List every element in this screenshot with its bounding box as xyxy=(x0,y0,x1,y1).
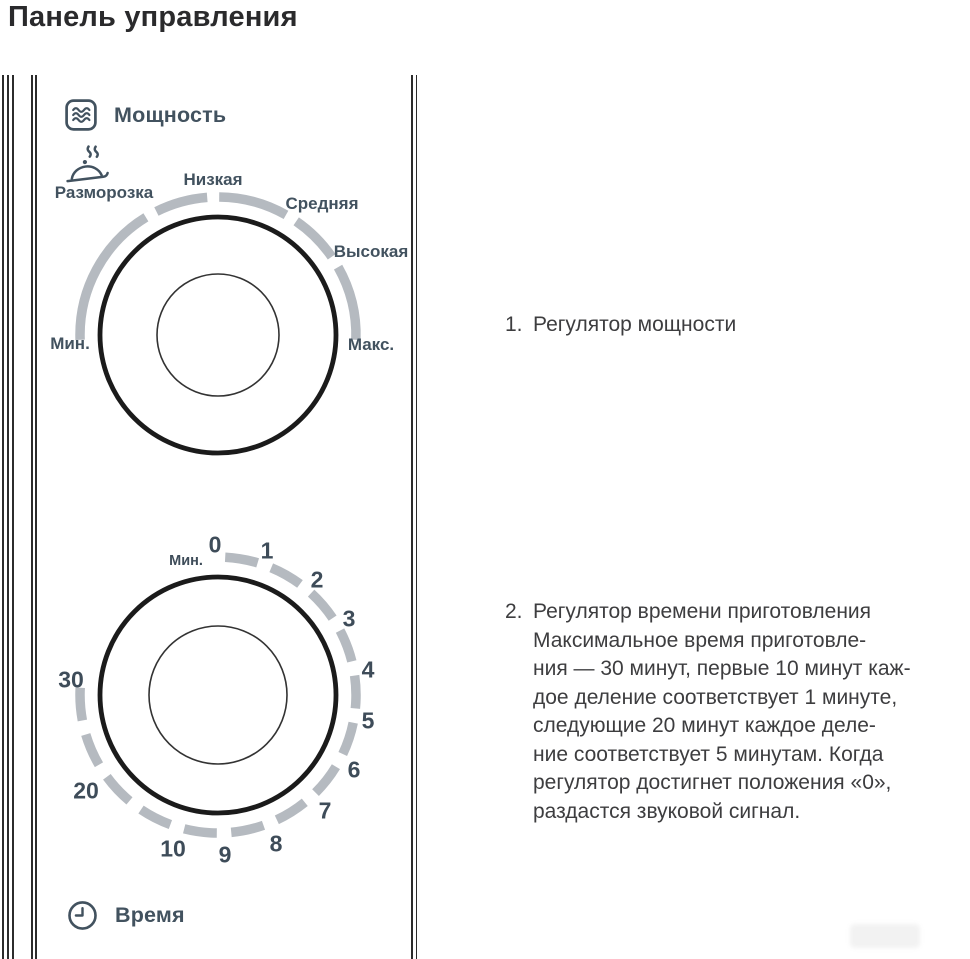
power-dial-arc-segment xyxy=(338,267,356,340)
timer-tick-30: 30 xyxy=(58,666,84,693)
power-dial-label-max: Макс. xyxy=(347,335,395,354)
timer-tick-2: 2 xyxy=(310,566,324,593)
timer-knob-cap xyxy=(149,626,287,764)
legend-text-line: следующие 20 минут каждое деле- xyxy=(533,714,876,737)
legend-text xyxy=(533,598,911,826)
timer-tick-4: 4 xyxy=(361,656,375,683)
legend-text-line: Максимальное время приготовле- xyxy=(533,628,867,652)
timer-tick-3: 3 xyxy=(342,605,356,632)
timer-tick-10: 10 xyxy=(160,835,186,862)
power-knob-ring xyxy=(100,217,336,453)
legend-item-2 xyxy=(505,598,967,826)
timer-tick-7: 7 xyxy=(318,797,332,824)
power-dial-arc-segment xyxy=(156,197,207,211)
legend-text: Регулятор мощности xyxy=(533,313,737,336)
control-panel-diagram xyxy=(0,75,418,959)
power-dial-label-low: Низкая xyxy=(183,170,243,189)
time-section-label: Время xyxy=(115,903,185,927)
legend-text-line: Регулятор времени приготовления xyxy=(533,600,872,623)
timer-tick-0: 0 xyxy=(208,531,222,558)
watermark-smudge xyxy=(850,924,920,948)
power-section-label: Мощность xyxy=(114,102,227,127)
power-knob-cap xyxy=(157,274,279,396)
legend-text-line: раздастся звуковой сигнал. xyxy=(533,799,801,823)
timer-tick-8: 8 xyxy=(269,830,283,857)
legend-item-1 xyxy=(505,311,967,340)
legend-text-line: ния — 30 минут, первые 10 минут каж- xyxy=(533,657,911,680)
legend-text-line: дое деление соответствует 1 минуте, xyxy=(533,685,898,709)
timer-tick-5: 5 xyxy=(361,707,375,734)
timer-tick-20: 20 xyxy=(73,777,99,804)
legend-text-line: ние соответствует 5 минутам. Когда xyxy=(533,742,884,766)
power-dial-arc-segment xyxy=(219,197,286,215)
legend-number: 2. xyxy=(505,600,523,623)
timer-tick-9: 9 xyxy=(218,841,232,868)
clock-icon xyxy=(66,899,99,932)
legend-text-line: регулятор достигнет положения «0», xyxy=(533,771,892,794)
timer-tick-6: 6 xyxy=(347,756,361,783)
time-section-header xyxy=(66,899,185,932)
timer-unit-label: Мин. xyxy=(169,553,203,569)
power-dial-label-min: Мин. xyxy=(50,334,90,353)
power-dial-label-medium: Средняя xyxy=(285,194,359,213)
power-dial-label-high: Высокая xyxy=(333,242,409,261)
legend-number: 1. xyxy=(505,313,523,336)
timer-tick-1: 1 xyxy=(260,537,274,564)
page-title: Панель управления xyxy=(8,1,298,33)
timer-knob-ring xyxy=(100,577,336,813)
power-dial-label-defrost: Разморозка xyxy=(54,183,154,202)
timer-dial-dash-arc xyxy=(80,557,356,833)
